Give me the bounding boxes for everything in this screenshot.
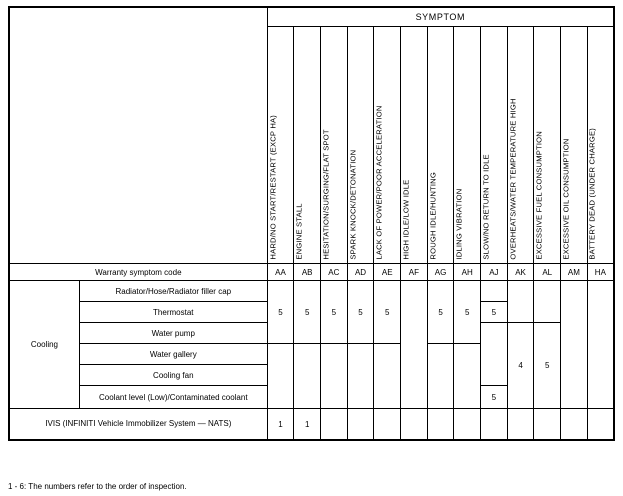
symptom-column-label: ROUGH IDLE/HUNTING [427,172,437,260]
value-cell: 5 [481,302,508,323]
warranty-code-cell: AH [454,264,481,281]
value-cell [347,409,374,441]
warranty-code-cell: AL [534,264,561,281]
value-cell: 5 [481,386,508,409]
item-label: Cooling fan [79,365,267,386]
value-cell: 5 [427,281,454,344]
warranty-code-cell: AC [321,264,348,281]
value-cell [534,409,561,441]
symptom-column-header [347,27,374,264]
warranty-code-cell: AF [401,264,428,281]
value-cell: 5 [454,281,481,344]
symptom-column-header [481,27,508,264]
value-cell [481,281,508,302]
value-cell [587,281,614,409]
value-cell [561,281,588,409]
value-cell [587,409,614,441]
value-cell [401,409,428,441]
symptom-column-label: LACK OF POWER/POOR ACCELERATION [374,105,384,260]
value-cell: 5 [267,281,294,344]
corner-blank-cell [9,7,267,264]
value-cell [321,409,348,441]
value-cell [561,409,588,441]
value-cell [267,344,294,409]
item-label: Thermostat [79,302,267,323]
symptom-column-header [587,27,614,264]
symptom-column-header [374,27,401,264]
value-cell [534,281,561,323]
value-cell [481,323,508,386]
value-cell [321,344,348,409]
value-cell: 5 [374,281,401,344]
value-cell [427,409,454,441]
warranty-code-cell: AB [294,264,321,281]
symptom-title-cell: SYMPTOM [267,7,614,27]
item-label: Coolant level (Low)/Contaminated coolant [79,386,267,409]
warranty-symptom-code-label: Warranty symptom code [9,264,267,281]
ivis-row [9,409,614,441]
item-label: Water pump [79,323,267,344]
symptom-column-label: ENGINE STALL [294,203,304,260]
symptom-column-label: HIGH IDLE/LOW IDLE [401,180,411,260]
value-cell [507,409,534,441]
symptom-column-label: IDLING VIBRATION [454,189,464,260]
value-cell [374,409,401,441]
symptom-column-label: EXCESSIVE FUEL CONSUMPTION [534,131,544,260]
group-label-cooling: Cooling [9,281,79,409]
symptom-matrix-table [8,6,615,441]
symptom-column-label: OVERHEATS/WATER TEMPERATURE HIGH [507,98,517,260]
warranty-code-cell: AE [374,264,401,281]
symptom-column-label: HESITATION/SURGING/FLAT SPOT [321,129,331,260]
ivis-label: IVIS (INFINITI Vehicle Immobilizer System — NATS) [9,409,267,441]
table-row [9,281,614,302]
value-cell: 5 [347,281,374,344]
value-cell: 1 [294,409,321,441]
value-cell [347,344,374,409]
symptom-column-header [534,27,561,264]
symptom-column-label: SLOW/NO RETURN TO IDLE [481,154,491,260]
value-cell [454,344,481,409]
warranty-code-cell: AK [507,264,534,281]
warranty-code-cell: HA [587,264,614,281]
symptom-column-label: BATTERY DEAD (UNDER CHARGE) [587,128,597,260]
warranty-code-cell: AD [347,264,374,281]
symptom-matrix-sheet [8,6,615,441]
value-cell: 5 [294,281,321,344]
symptom-column-header [454,27,481,264]
value-cell: 5 [534,323,561,409]
warranty-code-cell: AG [427,264,454,281]
footnote: 1 - 6: The numbers refer to the order of inspection. [8,482,187,491]
value-cell: 4 [507,323,534,409]
symptom-column-header [507,27,534,264]
value-cell [401,281,428,409]
value-cell: 1 [267,409,294,441]
symptom-column-header [294,27,321,264]
warranty-code-cell: AJ [481,264,508,281]
symptom-column-header [401,27,428,264]
warranty-symptom-code-row [9,264,614,281]
item-label: Water gallery [79,344,267,365]
value-cell [454,409,481,441]
value-cell [427,344,454,409]
item-label: Radiator/Hose/Radiator filler cap [79,281,267,302]
value-cell: 5 [321,281,348,344]
warranty-code-cell: AA [267,264,294,281]
symptom-column-label: SPARK KNOCK/DETONATION [347,150,357,260]
value-cell [294,344,321,409]
symptom-column-label: EXCESSIVE OIL CONSUMPTION [561,138,571,260]
symptom-column-header [561,27,588,264]
value-cell [507,281,534,323]
value-cell [374,344,401,409]
warranty-code-cell: AM [561,264,588,281]
symptom-column-header [321,27,348,264]
symptom-column-header [267,27,294,264]
symptom-column-header [427,27,454,264]
symptom-title-row [9,7,614,27]
value-cell [481,409,508,441]
symptom-column-label: HARD/NO START/RESTART (EXCP HA) [267,115,277,260]
